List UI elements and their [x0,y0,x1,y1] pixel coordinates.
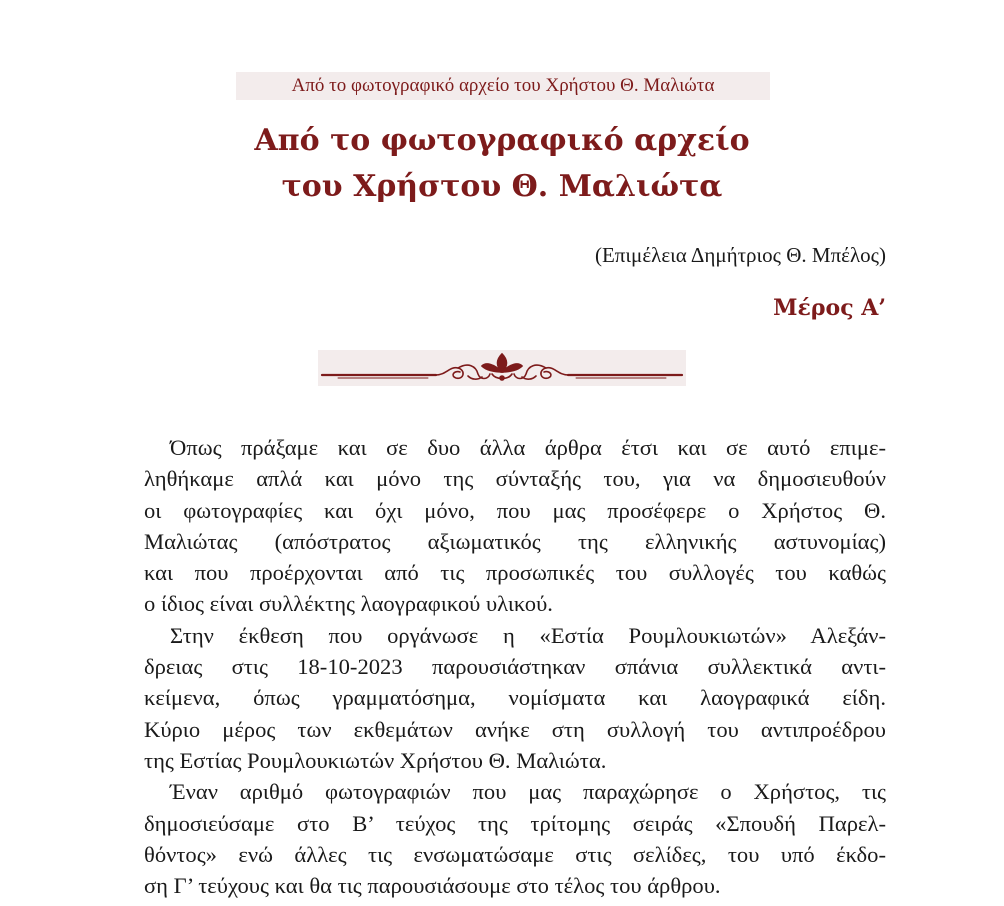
article-title-line-1: Από το φωτογραφικό αρχείο [254,123,750,158]
part-label: Μέρος Α’ [773,295,886,321]
paragraph-2 [118,620,886,776]
article-body [118,432,886,901]
text-line: Μαλιώτας (απόστρατος αξιωματικός της ελληνικής αστυνομίας) [144,528,886,554]
paragraph-1 [118,432,886,620]
text-line: Όπως πράξαμε και σε δυο άλλα άρθρα έτσι και σε αυτό επιμε- [170,435,886,460]
running-head: Από το φωτογραφικό αρχείο του Χρήστου Θ. Μαλιώτα [236,72,770,100]
text-line: κείμενα, όπως γραμματόσημα, νομίσματα και λαογραφικά είδη. [144,685,886,711]
article-title-line-2: του Χρήστου Θ. Μαλιώτα [281,169,723,204]
editor-credit: (Επιμέλεια Δημήτριος Θ. Μπέλος) [594,243,886,267]
ornament-divider [318,350,686,386]
text-line: της Εστίας Ρουμλουκιωτών Χρήστου Θ. Μαλιώτα. [144,747,607,773]
text-line: ση Γ’ τεύχους και θα τις παρουσιάσουμε στο τέλος του άρθρου. [144,873,721,899]
text-line: Κύριο μέρος των εκθεμάτων ανήκε στη συλλογή του αντιπροέδρου [144,716,886,742]
text-line: και που προέρχονται από τις προσωπικές του συλλογές του καθώς [144,560,886,586]
text-line: δημοσιεύσαμε στο Β’ τεύχος της τρίτομης σειράς «Σπουδή Παρελ- [144,810,886,836]
text-line: ο ίδιος είναι συλλέκτης λαογραφικού υλικού. [144,591,553,617]
text-line: δρειας στις 18-10-2023 παρουσιάστηκαν σπάνια συλλεκτικά αντι- [144,654,886,680]
text-line: Έναν αριθμό φωτογραφιών που μας παραχώρησε ο Χρήστος, τις [170,779,886,805]
text-line: θόντος» ενώ άλλες τις ενσωματώσαμε στις σελίδες, του υπό έκδο- [144,841,886,867]
text-line: Στην έκθεση που οργάνωσε η «Εστία Ρουμλουκιωτών» Αλεξάν- [170,622,886,648]
text-line: οι φωτογραφίες και όχι μόνο, που μας προσέφερε ο Χρήστος Θ. [144,497,886,523]
floral-divider-icon [318,350,686,386]
paragraph-3 [118,776,886,901]
article-title [100,118,904,210]
text-line: ληθήκαμε απλά και μόνο της σύνταξής του, για να δημοσιευθούν [144,466,886,492]
